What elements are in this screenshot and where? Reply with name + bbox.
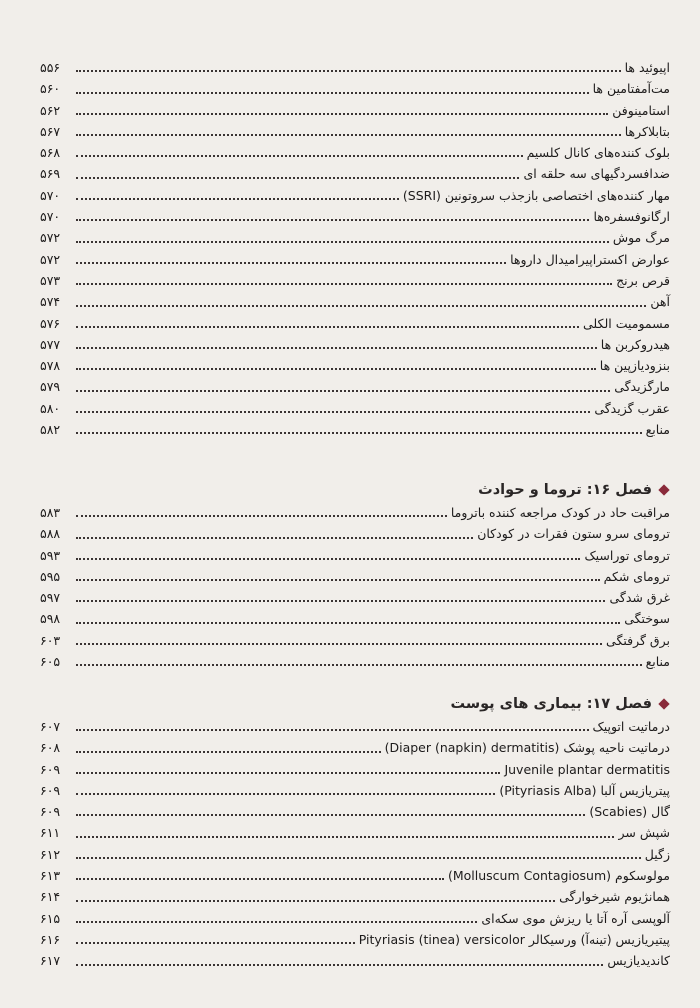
toc-section-continued [40, 57, 670, 440]
toc-entry[interactable] [40, 587, 670, 608]
toc-entry-page-number: ۵۶۰ [40, 81, 61, 97]
toc-entry-title: سوختگی [624, 611, 670, 627]
toc-entry-page-number: ۶۰۹ [40, 761, 61, 777]
toc-entry-page-number: ۵۵۶ [40, 60, 61, 75]
toc-entry-page-number: ۶۰۹ [40, 804, 61, 820]
toc-entry-page-number: ۵۶۸ [40, 145, 61, 161]
toc-entry-title: عقرب گزیدگی [594, 400, 670, 416]
toc-entry[interactable] [40, 355, 670, 376]
toc-entry-page-number: ۵۶۹ [40, 166, 61, 182]
toc-entry-page-number: ۵۷۶ [40, 315, 61, 331]
dot-leader [76, 303, 646, 307]
dot-leader [76, 727, 589, 731]
toc-entry-title: پیتیریازیس (تینه‌آ) ورسیکالر Pityriasis (tinea) versicolor [358, 931, 670, 947]
toc-entry-page-number: ۶۰۵ [40, 654, 61, 670]
dot-leader [76, 345, 597, 349]
toc-entry-title: عوارض اکستراپیرامیدال داروها [510, 251, 670, 267]
dot-leader [76, 641, 602, 645]
toc-entry-title: غرق شدگی [609, 590, 670, 606]
toc-entry[interactable] [40, 57, 670, 78]
toc-entry[interactable] [40, 908, 670, 929]
toc-entry-title: مولوسکوم (Molluscum Contagiosum) [447, 868, 670, 884]
toc-entry[interactable] [40, 780, 670, 801]
toc-entry-page-number: ۵۸۸ [40, 526, 61, 542]
toc-entry-page-number: ۵۷۰ [40, 209, 61, 225]
toc-entry-page-number: ۶۰۳ [40, 632, 61, 648]
dot-leader [76, 68, 621, 72]
toc-entry[interactable] [40, 100, 670, 121]
toc-entry-page-number: ۵۸۰ [40, 400, 61, 416]
toc-entry-title: برق گرفتگی [606, 632, 670, 648]
toc-entry[interactable] [40, 822, 670, 843]
toc-entry[interactable] [40, 759, 670, 780]
toc-entry-page-number: ۵۷۳ [40, 272, 61, 288]
toc-entry[interactable] [40, 398, 670, 419]
toc-entry-page-number: ۵۷۷ [40, 336, 61, 352]
toc-entry-title: گال (Scabies) [589, 804, 670, 820]
diamond-icon [658, 698, 669, 709]
toc-entry-title: قرص برنج [616, 272, 670, 288]
dot-leader [76, 175, 519, 179]
toc-entry-page-number: ۶۰۸ [40, 740, 61, 756]
toc-entry[interactable] [40, 419, 670, 440]
toc-entry[interactable] [40, 737, 670, 758]
toc-section-chapter-16 [40, 478, 670, 672]
toc-entry[interactable] [40, 523, 670, 544]
toc-entry[interactable] [40, 929, 670, 950]
toc-entry[interactable] [40, 163, 670, 184]
toc-entry-title: مرگ موش [612, 230, 670, 246]
toc-entry-title: ضدافسردگیهای سه حلقه ای [523, 166, 670, 182]
dot-leader [76, 217, 589, 221]
dot-leader [76, 430, 642, 434]
toc-entry-page-number: ۵۹۷ [40, 590, 61, 606]
toc-entry-title: درماتیت ناحیه پوشک (Diaper (napkin) dermatitis) [384, 740, 670, 756]
toc-entry[interactable] [40, 886, 670, 907]
toc-entry[interactable] [40, 608, 670, 629]
toc-section-chapter-17 [40, 692, 670, 972]
toc-entry-title: مهار کننده‌های اختصاصی بازجذب سروتونین (SSRI) [402, 187, 670, 203]
toc-entry[interactable] [40, 291, 670, 312]
toc-entry-page-number: ۵۷۴ [40, 294, 61, 310]
dot-leader [76, 749, 381, 753]
toc-entry[interactable] [40, 950, 670, 971]
dot-leader [76, 598, 605, 602]
dot-leader [76, 834, 614, 838]
toc-entry-title: بنزودیازپین ها [599, 358, 670, 374]
toc-entry-page-number: ۵۷۰ [40, 187, 61, 203]
toc-entry-page-number: ۵۶۷ [40, 123, 61, 139]
toc-entry-page-number: ۵۸۲ [40, 422, 61, 438]
toc-entry[interactable] [40, 545, 670, 566]
dot-leader [76, 388, 610, 392]
toc-entry[interactable] [40, 313, 670, 334]
chapter-title: فصل ۱۷: بیماری های پوست [450, 696, 652, 712]
dot-leader [76, 812, 585, 816]
dot-leader [76, 962, 603, 966]
toc-entry-title: ترومای شکم [603, 568, 670, 584]
dot-leader [76, 855, 641, 859]
toc-entry-title: مسمومیت الکلی [583, 315, 670, 331]
toc-entry-page-number: ۶۱۷ [40, 953, 61, 969]
toc-entry-title: کاندیدیازیس [607, 953, 670, 969]
toc-entry-title: زگیل [644, 846, 670, 862]
toc-entry-title: منابع [645, 422, 670, 438]
dot-leader [76, 940, 355, 944]
toc-entry[interactable] [40, 651, 670, 672]
toc-entry-page-number: ۵۹۸ [40, 611, 61, 627]
toc-entry-title: اپیوئید ها [624, 60, 670, 75]
toc-entry-page-number: ۵۷۲ [40, 230, 61, 246]
toc-entry-title: منابع [645, 654, 670, 670]
dot-leader [76, 324, 579, 328]
toc-entry-title: مارگزیدگی [614, 379, 670, 395]
dot-leader [76, 535, 473, 539]
dot-leader [76, 111, 608, 115]
toc-entry-page-number: ۶۰۹ [40, 782, 61, 798]
toc-entry-title: شپش سر [618, 825, 670, 841]
dot-leader [76, 898, 555, 902]
dot-leader [76, 132, 621, 136]
toc-entry-page-number: ۶۱۲ [40, 846, 61, 862]
toc-entry-page-number: ۶۱۶ [40, 931, 61, 947]
toc-entry-title: مت‌آمفتامین ها [592, 81, 670, 97]
dot-leader [76, 366, 596, 370]
toc-entry-title: بتابلاکرها [624, 123, 670, 139]
dot-leader [76, 260, 506, 264]
toc-entry-page-number: ۵۷۹ [40, 379, 61, 395]
dot-leader [76, 577, 600, 581]
toc-entry[interactable] [40, 376, 670, 397]
chapter-heading [40, 478, 670, 502]
toc-entry-page-number: ۵۸۳ [40, 505, 61, 520]
toc-entry[interactable] [40, 270, 670, 291]
toc-entry-title: استامینوفن [612, 102, 670, 118]
toc-entry-title: هیدروکربن ها [600, 336, 670, 352]
toc-entry-title: Juvenile plantar dermatitis [504, 761, 670, 777]
chapter-heading [40, 692, 670, 716]
toc-entry[interactable] [40, 334, 670, 355]
dot-leader [76, 239, 609, 243]
toc-entry-page-number: ۶۱۱ [40, 825, 61, 841]
dot-leader [76, 876, 444, 880]
toc-entry[interactable] [40, 844, 670, 865]
dot-leader [76, 791, 495, 795]
toc-entry[interactable] [40, 78, 670, 99]
dot-leader [76, 196, 399, 200]
dot-leader [76, 919, 477, 923]
toc-entry[interactable] [40, 206, 670, 227]
toc-entry-title: بلوک کننده‌های کانال کلسیم [526, 145, 670, 161]
toc-entry[interactable] [40, 185, 670, 206]
dot-leader [76, 153, 523, 157]
dot-leader [76, 662, 642, 666]
toc-entry-title: درماتیت اتوپیک [592, 719, 670, 734]
toc-entry[interactable] [40, 502, 670, 523]
toc-entry[interactable] [40, 801, 670, 822]
toc-entry-page-number: ۶۰۷ [40, 719, 61, 734]
toc-entry-title: پیتریازیس آلبا (Pityriasis Alba) [499, 782, 670, 798]
toc-entry-page-number: ۵۷۲ [40, 251, 61, 267]
toc-entry[interactable] [40, 227, 670, 248]
toc-entry-title: مراقبت حاد در کودک مراجعه کننده باتروما [450, 505, 670, 520]
dot-leader [76, 556, 580, 560]
toc-entry-page-number: ۵۹۵ [40, 568, 61, 584]
toc-entry-title: آهن [650, 294, 670, 310]
toc-entry-page-number: ۵۷۸ [40, 358, 61, 374]
chapter-title: فصل ۱۶: تروما و حوادث [478, 482, 652, 498]
toc-entry-title: ترومای سرو ستون فقرات در کودکان [477, 526, 670, 542]
toc-entry-title: ترومای توراسیک [584, 547, 670, 563]
toc-entry[interactable] [40, 121, 670, 142]
toc-entry-title: آلوپسی آره آتا یا ریزش موی سکه‌ای [481, 910, 670, 926]
dot-leader [76, 281, 612, 285]
toc-entry[interactable] [40, 249, 670, 270]
dot-leader [76, 513, 447, 517]
toc-entry[interactable] [40, 630, 670, 651]
toc-entry-page-number: ۵۹۳ [40, 547, 61, 563]
dot-leader [76, 90, 589, 94]
toc-entry[interactable] [40, 716, 670, 737]
toc-entry-page-number: ۶۱۳ [40, 868, 61, 884]
toc-entry-page-number: ۶۱۵ [40, 910, 61, 926]
dot-leader [76, 770, 500, 774]
toc-entry[interactable] [40, 566, 670, 587]
toc-entry[interactable] [40, 865, 670, 886]
toc-entry-title: همانژیوم شیرخوارگی [559, 889, 670, 905]
toc-entry-page-number: ۶۱۴ [40, 889, 61, 905]
diamond-icon [658, 484, 669, 495]
toc-entry[interactable] [40, 142, 670, 163]
toc-entry-title: ارگانوفسفره‌ها [593, 209, 670, 225]
dot-leader [76, 409, 590, 413]
toc-entry-page-number: ۵۶۲ [40, 102, 61, 118]
dot-leader [76, 620, 620, 624]
